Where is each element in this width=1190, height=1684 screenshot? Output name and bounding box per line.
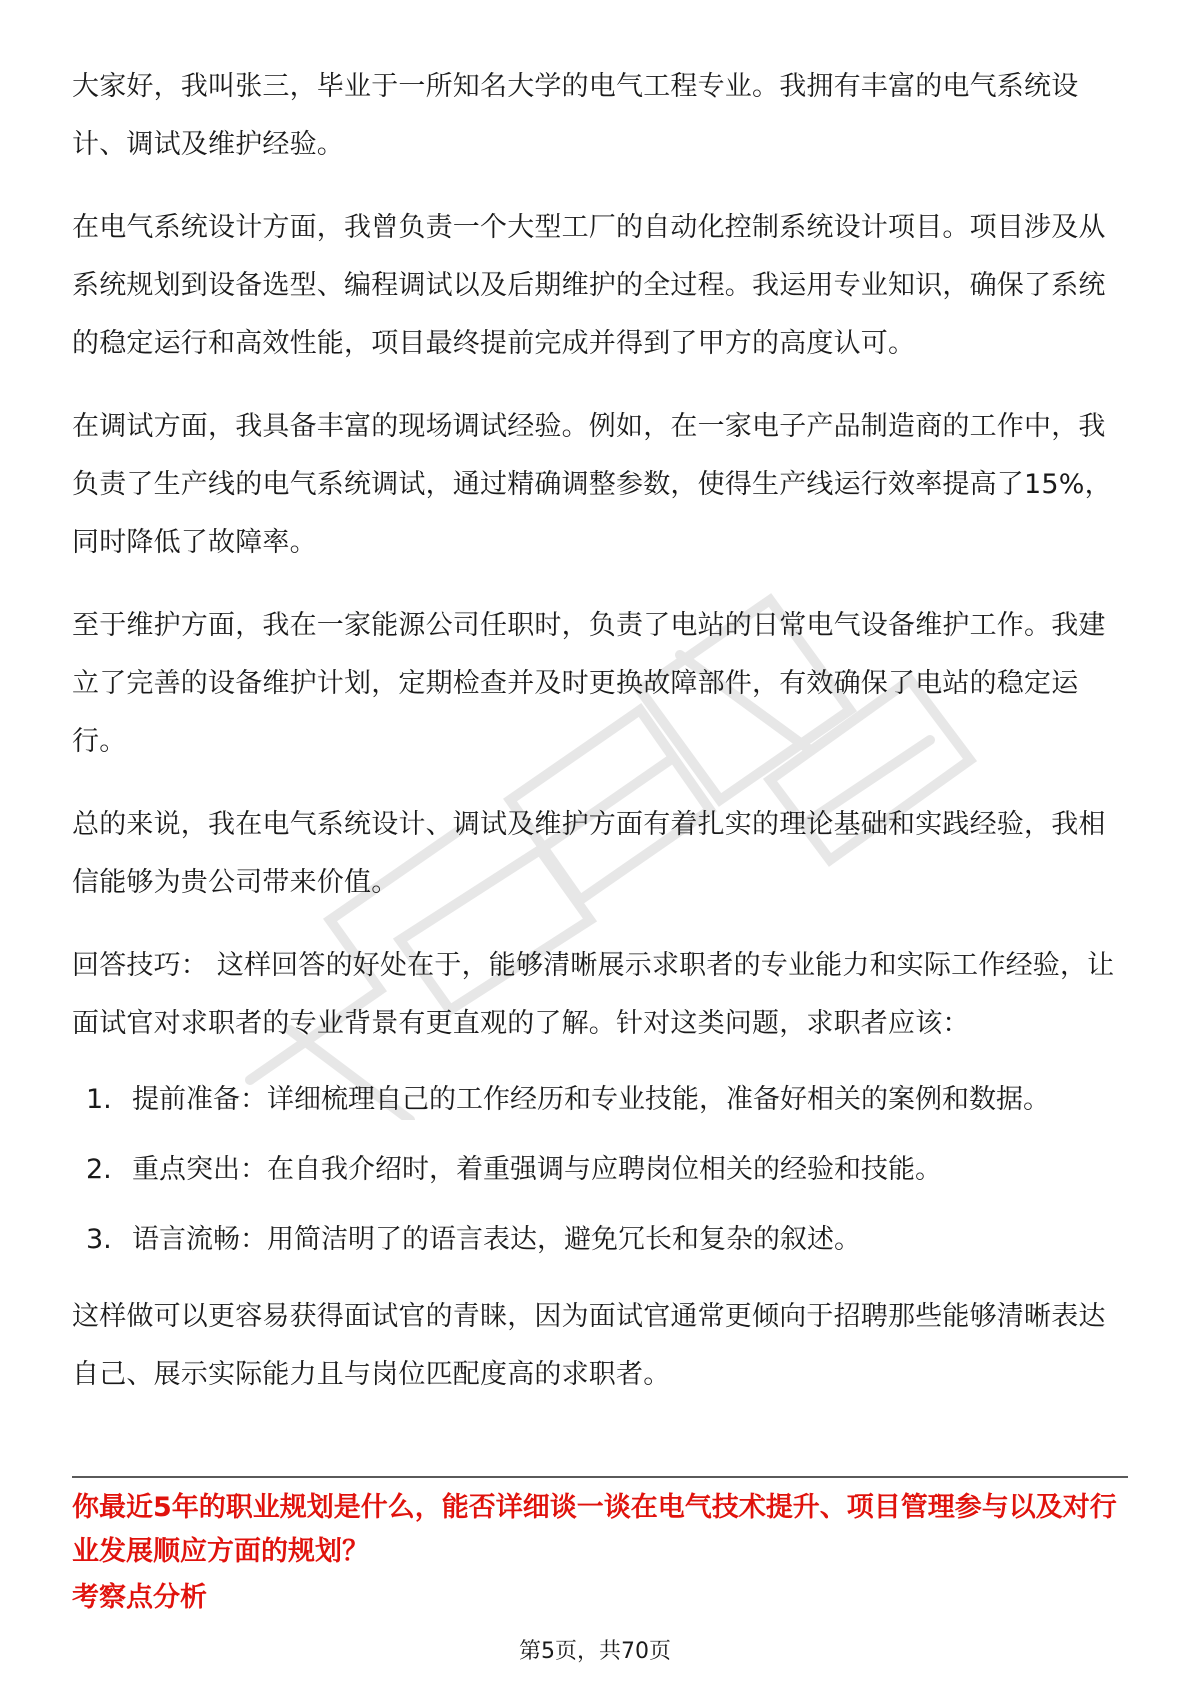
paragraph-debugging: 在调试方面，我具备丰富的现场调试经验。例如，在一家电子产品制造商的工作中，我负责了生产线的电气系统调试，通过精确调整参数，使得生产线运行效率提高了15%，同时降低了故障率。 — [72, 411, 1112, 558]
paragraph-closing: 这样做可以更容易获得面试官的青睐，因为面试官通常更倾向于招聘那些能够清晰表达自己、展示实际能力且与岗位匹配度高的求职者。 — [72, 1301, 1106, 1390]
tips-list — [72, 1078, 1128, 1262]
list-item — [72, 1218, 1128, 1262]
paragraph-maintenance: 至于维护方面，我在一家能源公司任职时，负责了电站的日常电气设备维护工作。我建立了完善的设备维护计划，定期检查并及时更换故障部件，有效确保了电站的稳定运行。 — [72, 610, 1106, 757]
section-divider — [72, 1476, 1128, 1478]
document-body — [72, 58, 1128, 1429]
page-number-footer: 第5页，共70页 — [519, 1639, 671, 1664]
list-item-number: 2. — [86, 1154, 112, 1185]
paragraph-design: 在电气系统设计方面，我曾负责一个大型工厂的自动化控制系统设计项目。项目涉及从系统规划到设备选型、编程调试以及后期维护的全过程。我运用专业知识，确保了系统的稳定运行和高效性能，项目最终提前完成并得到了甲方的高度认可。 — [72, 212, 1106, 359]
list-item-number: 1. — [86, 1084, 112, 1115]
list-item-text: 重点突出：在自我介绍时，着重强调与应聘岗位相关的经验和技能。 — [132, 1154, 942, 1185]
section-title: 考察点分析 — [72, 1582, 207, 1613]
list-item-number: 3. — [86, 1224, 112, 1255]
paragraph-summary: 总的来说，我在电气系统设计、调试及维护方面有着扎实的理论基础和实践经验，我相信能够为贵公司带来价值。 — [72, 809, 1106, 898]
list-item-text: 语言流畅：用简洁明了的语言表达，避免冗长和复杂的叙述。 — [132, 1224, 861, 1255]
list-item-text: 提前准备：详细梳理自己的工作经历和专业技能，准备好相关的案例和数据。 — [132, 1084, 1050, 1115]
paragraph-intro: 大家好，我叫张三，毕业于一所知名大学的电气工程专业。我拥有丰富的电气系统设计、调试及维护经验。 — [72, 71, 1079, 160]
paragraph-answer-tips: 回答技巧： 这样回答的好处在于，能够清晰展示求职者的专业能力和实际工作经验，让面试官对求职者的专业背景有更直观的了解。针对这类问题，求职者应该： — [72, 950, 1115, 1039]
list-item — [72, 1148, 1128, 1192]
list-item — [72, 1078, 1128, 1122]
next-question-heading: 你最近5年的职业规划是什么，能否详细谈一谈在电气技术提升、项目管理参与以及对行业发展顺应方面的规划？ — [72, 1492, 1117, 1567]
